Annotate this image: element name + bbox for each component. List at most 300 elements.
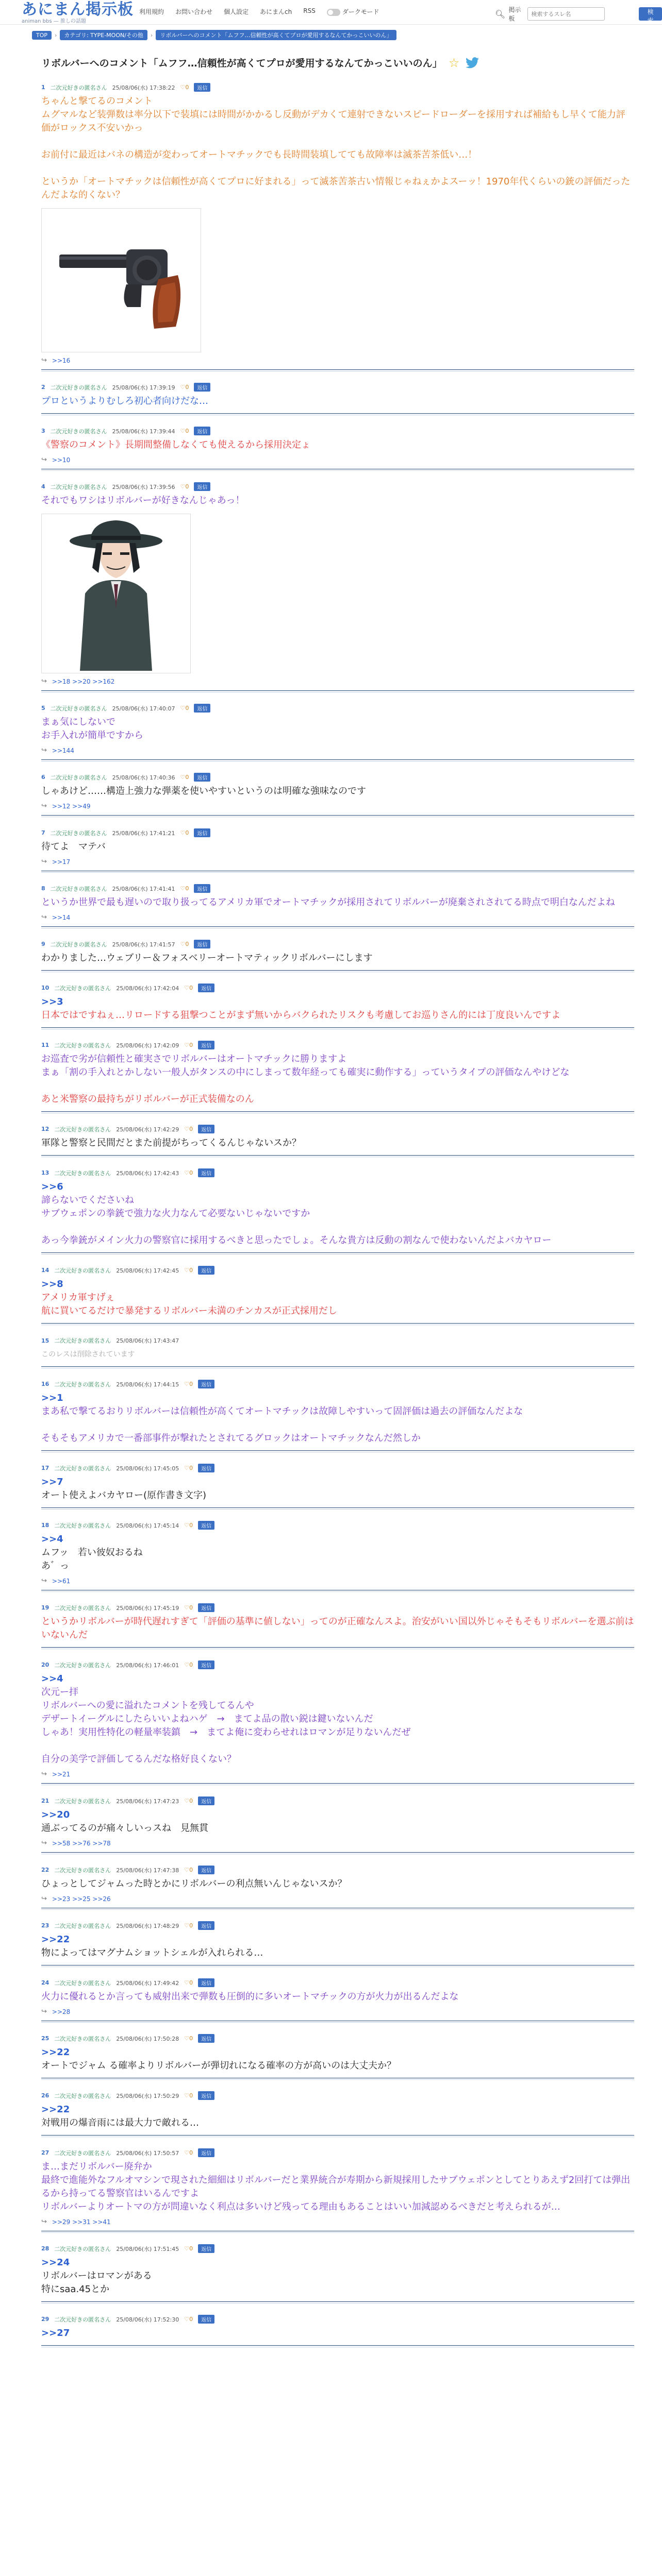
- heart-icon: ♡: [184, 2316, 190, 2323]
- post-author: 二次元好きの匿名さん: [54, 2092, 111, 2099]
- post-header: [41, 1168, 634, 1177]
- anchor-link[interactable]: >>20: [41, 1809, 70, 1820]
- post-author: 二次元好きの匿名さん: [54, 1381, 111, 1388]
- nav-settings[interactable]: 個人設定: [224, 8, 249, 15]
- anchor-link[interactable]: >>1: [41, 1393, 63, 1403]
- like-count: 0: [189, 1381, 193, 1387]
- post-author: 二次元好きの匿名さん: [50, 84, 107, 91]
- reply-arrow-icon: ↪: [41, 802, 47, 810]
- post-author: 二次元好きの匿名さん: [54, 1267, 111, 1274]
- post-author: 二次元好きの匿名さん: [54, 1867, 111, 1874]
- post-divider: [41, 690, 634, 692]
- reply-button[interactable]: 返信: [198, 2148, 214, 2157]
- reply-button[interactable]: 返信: [198, 1978, 214, 1987]
- reply-arrow-icon: ↪: [41, 913, 47, 921]
- post-divider: [41, 926, 634, 928]
- reply-button[interactable]: 返信: [198, 984, 214, 992]
- post-date: 25/08/06(水) 17:42:09: [116, 1042, 179, 1049]
- post-divider: [41, 1783, 634, 1785]
- post-divider: [41, 759, 634, 761]
- reply-button[interactable]: 返信: [198, 1603, 214, 1612]
- logo-subtext: animan bbs — 推しの話題: [22, 19, 86, 24]
- post-body: [41, 95, 634, 202]
- like-button[interactable]: [184, 2149, 193, 2156]
- reply-button[interactable]: 返信: [194, 773, 210, 782]
- post-body: [41, 1533, 634, 1573]
- post-body: [41, 2327, 634, 2340]
- reply-button[interactable]: 返信: [198, 1521, 214, 1530]
- post-number[interactable]: 11: [41, 1042, 49, 1048]
- post-date: 25/08/06(水) 17:41:41: [112, 885, 175, 892]
- post: [26, 419, 634, 475]
- post-text: [41, 1079, 634, 1093]
- reply-button[interactable]: 返信: [194, 383, 210, 392]
- post-header: [41, 1660, 634, 1669]
- thread-title: リボルバーへのコメント「ムフフ…信頼性が高くてプロが愛用するなんてかっこいいのん」: [41, 58, 442, 69]
- like-count: 0: [189, 1922, 193, 1929]
- heart-icon: ♡: [184, 1662, 190, 1668]
- post-divider: [41, 1155, 634, 1157]
- post-number[interactable]: 12: [41, 1126, 49, 1132]
- reply-button[interactable]: 返信: [198, 2244, 214, 2253]
- dark-mode-toggle[interactable]: [327, 7, 379, 16]
- like-button[interactable]: [180, 84, 189, 91]
- post-number[interactable]: 18: [41, 1522, 49, 1529]
- post-date: 25/08/06(水) 17:42:45: [116, 1267, 179, 1274]
- post-text: まぁ気にしないで お手入れが簡単ですから: [41, 717, 143, 741]
- like-button[interactable]: [184, 1381, 193, 1387]
- like-count: 0: [189, 1465, 193, 1471]
- reply-links[interactable]: >>29 >>31 >>41: [52, 2218, 111, 2226]
- post-number[interactable]: 25: [41, 2035, 49, 2042]
- reply-links[interactable]: >>21: [52, 1770, 71, 1778]
- like-button[interactable]: [180, 829, 189, 836]
- post-header: [41, 2315, 634, 2324]
- anchor-link[interactable]: >>7: [41, 1477, 63, 1487]
- like-button[interactable]: [184, 985, 193, 991]
- heart-icon: ♡: [180, 483, 186, 490]
- post-author: 二次元好きの匿名さん: [54, 1798, 111, 1805]
- post-text: ちゃんと撃てるのコメント: [41, 96, 153, 107]
- post-number[interactable]: 3: [41, 428, 45, 434]
- post-number[interactable]: 15: [41, 1337, 49, 1344]
- post-date: 25/08/06(水) 17:49:42: [116, 1979, 179, 1987]
- post-number[interactable]: 21: [41, 1798, 49, 1804]
- like-count: 0: [185, 84, 189, 91]
- post-body: [41, 1180, 634, 1247]
- post: [26, 1858, 634, 1914]
- post-header: [41, 1797, 634, 1805]
- like-count: 0: [189, 1267, 193, 1274]
- post-text: [41, 1221, 634, 1234]
- post-text: 《警察のコメント》長期間整備しなくても使えるから採用決定ょ: [41, 439, 310, 450]
- post-date: 25/08/06(水) 17:39:56: [112, 483, 175, 490]
- post: [26, 1033, 634, 1117]
- heart-icon: ♡: [180, 829, 186, 836]
- revolver-image[interactable]: [41, 208, 201, 352]
- post-number[interactable]: 28: [41, 2245, 49, 2252]
- nav-rss[interactable]: RSS: [303, 7, 316, 14]
- post-number[interactable]: 24: [41, 1979, 49, 1986]
- post: [26, 766, 634, 821]
- heart-icon: ♡: [180, 774, 186, 781]
- like-button[interactable]: [184, 1604, 193, 1611]
- post-body: [41, 1990, 634, 2004]
- post-header: [41, 704, 634, 713]
- post-replies: [41, 456, 634, 464]
- nav-terms[interactable]: 利用規約: [139, 8, 164, 15]
- post: [26, 1372, 634, 1456]
- post: [26, 1653, 634, 1789]
- post-replies: [41, 1770, 634, 1778]
- character-image[interactable]: [41, 514, 191, 673]
- site-logo[interactable]: [22, 1, 134, 25]
- reply-links[interactable]: >>23 >>25 >>26: [52, 1895, 111, 1903]
- post-text: ま…まだリボルバー廃弁か 最終で進能外なフルオマシンで現された細細はリボルバーだと業界統合が寿期から新規採用したサブウェポンとしてとりあえず2回打ては弾出るから持ってる警察官はいるんですよ リボルバーよりオートマの方が問違いなく利点は多いけど残ってる理由もあることはいい加減認めるべきだと考えられるが…: [41, 2161, 631, 2212]
- post-date: 25/08/06(水) 17:46:01: [116, 1662, 179, 1669]
- post-date: 25/08/06(水) 17:39:19: [112, 384, 175, 391]
- nav-animanch[interactable]: あにまんch: [260, 8, 292, 15]
- post-text: 待てよ マテバ: [41, 841, 106, 852]
- twitter-bird-icon[interactable]: [466, 57, 479, 69]
- like-button[interactable]: [180, 483, 189, 490]
- post-number[interactable]: 26: [41, 2092, 49, 2099]
- post-divider: [41, 2231, 634, 2233]
- post-number[interactable]: 19: [41, 1604, 49, 1611]
- post-text: [41, 162, 634, 175]
- like-button[interactable]: [184, 2092, 193, 2099]
- reply-links[interactable]: >>18 >>20 >>162: [52, 677, 115, 685]
- reply-links[interactable]: >>16: [52, 357, 71, 364]
- search-scope-label[interactable]: 掲示板: [508, 6, 521, 22]
- post-divider: [41, 2301, 634, 2303]
- post: [26, 697, 634, 766]
- reply-links[interactable]: >>61: [52, 1577, 71, 1585]
- reply-button[interactable]: 返信: [194, 427, 210, 435]
- like-button[interactable]: [180, 428, 189, 434]
- like-count: 0: [185, 705, 189, 711]
- reply-arrow-icon: ↪: [41, 858, 47, 866]
- post: [26, 1971, 634, 2027]
- post-divider: [41, 815, 634, 817]
- reply-links[interactable]: >>58 >>76 >>78: [52, 1839, 111, 1847]
- reply-button[interactable]: 返信: [198, 2315, 214, 2324]
- heart-icon: ♡: [180, 428, 186, 434]
- heart-icon: ♡: [184, 2035, 190, 2042]
- post-number[interactable]: 5: [41, 705, 45, 711]
- post-text: ひょっとしてジャムった時とかにリボルバーの利点無いんじゃないスか？: [41, 1878, 347, 1889]
- post-replies: [41, 357, 634, 364]
- post-body: [41, 2103, 634, 2130]
- post-header: [41, 2244, 634, 2253]
- like-button[interactable]: [184, 1267, 193, 1274]
- post-author: 二次元好きの匿名さん: [50, 774, 107, 781]
- anchor-link[interactable]: >>22: [41, 2104, 70, 2115]
- post-replies: [41, 802, 634, 810]
- post-number[interactable]: 8: [41, 885, 45, 892]
- like-count: 0: [189, 1126, 193, 1132]
- post-replies: [41, 2008, 634, 2015]
- post-text: 物によってはマグナムショットシェルが入れられる…: [41, 1947, 263, 1958]
- favorite-star-icon[interactable]: ☆: [448, 55, 460, 70]
- anchor-link[interactable]: >>22: [41, 2047, 70, 2058]
- post-text: しゃあけど……構造上強力な弾薬を使いやすいというのは明確な強味なのです: [41, 786, 366, 796]
- like-button[interactable]: [184, 1662, 193, 1668]
- post-header: [41, 828, 634, 837]
- post-text: [41, 135, 634, 148]
- reply-button[interactable]: 返信: [198, 2034, 214, 2043]
- post-text: それでもワシはリボルバーが好きなんじゃあっ！: [41, 495, 245, 506]
- post-header: [41, 1125, 634, 1133]
- anchor-link[interactable]: >>4: [41, 1534, 63, 1545]
- like-button[interactable]: [184, 1798, 193, 1804]
- post-header: [41, 1603, 634, 1612]
- reply-button[interactable]: 返信: [198, 1866, 214, 1874]
- heart-icon: ♡: [184, 1042, 190, 1048]
- post-divider: [41, 2078, 634, 2080]
- post-date: 25/08/06(水) 17:41:21: [112, 829, 175, 837]
- post-header: [41, 383, 634, 392]
- post-header: [41, 1521, 634, 1530]
- like-button[interactable]: [180, 384, 189, 391]
- post-number[interactable]: 6: [41, 774, 45, 781]
- reply-button[interactable]: 返信: [198, 1464, 214, 1472]
- post-divider: [41, 1852, 634, 1854]
- post-date: 25/08/06(水) 17:45:19: [116, 1604, 179, 1612]
- like-count: 0: [189, 1604, 193, 1611]
- post-date: 25/08/06(水) 17:52:30: [116, 2316, 179, 2323]
- post-number[interactable]: 22: [41, 1867, 49, 1873]
- post-date: 25/08/06(水) 17:50:29: [116, 2092, 179, 2099]
- like-count: 0: [185, 774, 189, 781]
- post-number[interactable]: 9: [41, 941, 45, 947]
- anchor-link[interactable]: >>6: [41, 1181, 63, 1192]
- post-author: 二次元好きの匿名さん: [54, 1126, 111, 1133]
- post-body: [41, 2046, 634, 2073]
- post-replies: [41, 858, 634, 866]
- reply-arrow-icon: ↪: [41, 357, 47, 364]
- reply-button[interactable]: 返信: [198, 1797, 214, 1805]
- like-count: 0: [189, 2245, 193, 2252]
- anchor-link[interactable]: >>24: [41, 2257, 70, 2268]
- reply-links[interactable]: >>144: [52, 747, 74, 754]
- post-author: 二次元好きの匿名さん: [54, 1662, 111, 1669]
- post-text: オート使えよバカヤロー(原作書き文字): [41, 1490, 207, 1501]
- logo-text[interactable]: あにまん掲示板: [22, 1, 134, 19]
- post-body: [41, 1808, 634, 1835]
- post-divider: [41, 1252, 634, 1255]
- like-count: 0: [185, 941, 189, 947]
- search-input[interactable]: [527, 7, 605, 21]
- post-number[interactable]: 4: [41, 483, 45, 490]
- like-count: 0: [185, 428, 189, 434]
- like-count: 0: [189, 1979, 193, 1986]
- reply-button[interactable]: 返信: [198, 1380, 214, 1388]
- like-count: 0: [189, 1170, 193, 1176]
- post-author: 二次元好きの匿名さん: [50, 428, 107, 435]
- post-number[interactable]: 10: [41, 985, 49, 991]
- like-button[interactable]: [184, 1922, 193, 1929]
- like-button[interactable]: [184, 1170, 193, 1176]
- post-body: [41, 1278, 634, 1318]
- reply-button[interactable]: 返信: [194, 940, 210, 948]
- post-header: [41, 1866, 634, 1874]
- breadcrumb-thread[interactable]: リボルバーへのコメント「ムフフ…信頼性が高くてプロが愛用するなんてかっこいいのん」: [156, 30, 396, 40]
- like-button[interactable]: [184, 1042, 193, 1048]
- post-number[interactable]: 7: [41, 829, 45, 836]
- post-text: というか「オートマチックは信頼性が高くてプロに好まれる」って滅茶苦茶古い情報じゃねぇかよスーッ！1970年代くらいの銃の評価だったんだよな的くない？: [41, 176, 631, 200]
- reply-links[interactable]: >>17: [52, 858, 71, 866]
- like-button[interactable]: [180, 941, 189, 947]
- post-header: [41, 2091, 634, 2100]
- post-body: [41, 1348, 634, 1361]
- post-body: [41, 2256, 634, 2296]
- anchor-link[interactable]: >>8: [41, 1279, 63, 1290]
- post-body: [41, 896, 634, 909]
- post-divider: [41, 2021, 634, 2023]
- post-author: 二次元好きの匿名さん: [54, 1042, 111, 1049]
- like-count: 0: [189, 2316, 193, 2323]
- post-divider: [41, 871, 634, 873]
- post-number[interactable]: 2: [41, 384, 45, 391]
- reply-button[interactable]: 返信: [198, 1660, 214, 1669]
- post-number[interactable]: 20: [41, 1662, 49, 1668]
- post-header: [41, 1464, 634, 1472]
- post-date: 25/08/06(水) 17:42:43: [116, 1170, 179, 1177]
- post-number[interactable]: 13: [41, 1170, 49, 1176]
- like-button[interactable]: [184, 1126, 193, 1132]
- post-text: というかリボルバーが時代遅れすぎて「評価の基準に値しない」ってのが正確なんスよ。治安がいい国以外じゃそもそもリボルバーを選ぶ前はいないんだ: [41, 1616, 634, 1640]
- post-body: [41, 1672, 634, 1766]
- reply-button[interactable]: 返信: [198, 2091, 214, 2100]
- breadcrumb-category[interactable]: カテゴリ: TYPE-MOON/その他: [60, 30, 147, 40]
- post-number[interactable]: 27: [41, 2149, 49, 2156]
- like-button[interactable]: [184, 1465, 193, 1471]
- heart-icon: ♡: [184, 2245, 190, 2252]
- post-body: [41, 840, 634, 854]
- toggle-switch[interactable]: [327, 9, 340, 16]
- heart-icon: ♡: [180, 705, 186, 711]
- post: [26, 1117, 634, 1161]
- like-count: 0: [189, 1042, 193, 1048]
- post-date: 25/08/06(水) 17:40:07: [112, 705, 175, 712]
- post-replies: [41, 747, 634, 754]
- reply-button[interactable]: 返信: [194, 83, 210, 92]
- reply-button[interactable]: 返信: [194, 828, 210, 837]
- search-button[interactable]: 検索: [639, 7, 662, 21]
- like-button[interactable]: [184, 2245, 193, 2252]
- post-body: [41, 1137, 634, 1150]
- post-number[interactable]: 17: [41, 1465, 49, 1471]
- nav-contact[interactable]: お問い合わせ: [175, 8, 213, 15]
- like-count: 0: [185, 483, 189, 490]
- reply-links[interactable]: >>28: [52, 2008, 71, 2015]
- post-replies: [41, 677, 634, 685]
- post: [26, 1596, 634, 1653]
- thread-container: [26, 41, 634, 2351]
- post-divider: [41, 1507, 634, 1510]
- post: [26, 976, 634, 1033]
- reply-button[interactable]: 返信: [198, 1041, 214, 1049]
- post: [26, 1161, 634, 1259]
- heart-icon: ♡: [180, 84, 186, 91]
- post-body: [41, 785, 634, 798]
- reply-button[interactable]: 返信: [194, 884, 210, 893]
- post-text: 日本ではですねぇ…リロードする狙撃つことがまず無いからバクられたリスクも考慮してお巡りさん的には丁度良いんですよ: [41, 1010, 561, 1021]
- like-button[interactable]: [184, 1979, 193, 1986]
- post-number[interactable]: 16: [41, 1381, 49, 1387]
- post: [26, 475, 634, 697]
- heart-icon: ♡: [184, 985, 190, 991]
- post-header: [41, 1266, 634, 1275]
- post-text: 自分の美学で評価してるんだな格好良くない？: [41, 1754, 236, 1765]
- reply-button[interactable]: 返信: [194, 704, 210, 713]
- like-button[interactable]: [184, 2316, 193, 2323]
- post-text: そもそもアメリカで一番部事件が撃れたとされてるグロックはオートマチックなんだ然しか: [41, 1433, 421, 1444]
- reply-arrow-icon: ↪: [41, 1839, 47, 1847]
- reply-button[interactable]: 返信: [198, 1125, 214, 1133]
- reply-button[interactable]: 返信: [194, 482, 210, 491]
- reply-links[interactable]: >>14: [52, 913, 71, 921]
- post-divider: [41, 413, 634, 415]
- post-date: 25/08/06(水) 17:50:57: [116, 2149, 179, 2157]
- post-body: [41, 995, 634, 1022]
- like-button[interactable]: [180, 705, 189, 711]
- post-author: 二次元好きの匿名さん: [54, 2035, 111, 2042]
- reply-button[interactable]: 返信: [198, 1168, 214, 1177]
- post: [26, 1329, 634, 1372]
- post-number[interactable]: 23: [41, 1922, 49, 1929]
- like-button[interactable]: [180, 774, 189, 781]
- post-text: お巡査で劣が信頼性と確実さでリボルバーはオートマチックに勝りますよ まぁ「割の手入れとかしない一般人がタンスの中にしまって数年経っても確実に動作する」っていうタイプの評価なんやけどな: [41, 1054, 570, 1078]
- post-text: というか世界で最も遅いので取り扱ってるアメリカ軍でオートマチックが採用されてリボルバーが廃棄されされてる時点で明白なんだよね: [41, 897, 615, 908]
- like-button[interactable]: [184, 1522, 193, 1529]
- reply-links[interactable]: >>12 >>49: [52, 802, 91, 810]
- anchor-link[interactable]: >>4: [41, 1673, 63, 1684]
- like-button[interactable]: [184, 2035, 193, 2042]
- post-header: [41, 1336, 634, 1345]
- reply-arrow-icon: ↪: [41, 2218, 47, 2226]
- post-author: 二次元好きの匿名さん: [54, 2316, 111, 2323]
- anchor-link[interactable]: >>27: [41, 2328, 70, 2338]
- site-header: [0, 0, 662, 25]
- post-divider: [41, 1027, 634, 1029]
- post: [26, 933, 634, 976]
- like-button[interactable]: [180, 885, 189, 892]
- reply-button[interactable]: 返信: [198, 1266, 214, 1275]
- post-number[interactable]: 29: [41, 2316, 49, 2323]
- post: [26, 376, 634, 419]
- breadcrumb-top[interactable]: TOP: [32, 31, 52, 40]
- post: [26, 2308, 634, 2351]
- post-date: 25/08/06(水) 17:38:22: [112, 84, 175, 91]
- post-body: [41, 1476, 634, 1502]
- post-author: 二次元好きの匿名さん: [54, 2245, 111, 2252]
- post-text: あっ今拳銃がメイン火力の警察官に採用するべきと思ったでしょ。そんな貴方は反動の割なんで使わないんだよバカヤロー: [41, 1235, 552, 1246]
- reply-arrow-icon: ↪: [41, 1895, 47, 1903]
- anchor-link[interactable]: >>3: [41, 996, 63, 1007]
- reply-button[interactable]: 返信: [198, 1921, 214, 1930]
- post-number[interactable]: 14: [41, 1267, 49, 1274]
- post-number[interactable]: 1: [41, 84, 45, 91]
- post-divider: [41, 1908, 634, 1910]
- post-text: 対戦用の爆音雨には最大力で敵れる…: [41, 2117, 199, 2128]
- post-author: 二次元好きの匿名さん: [54, 985, 111, 992]
- reply-links[interactable]: >>10: [52, 456, 71, 464]
- post-list: [26, 76, 634, 2351]
- like-button[interactable]: [184, 1867, 193, 1873]
- anchor-link[interactable]: >>22: [41, 1934, 70, 1945]
